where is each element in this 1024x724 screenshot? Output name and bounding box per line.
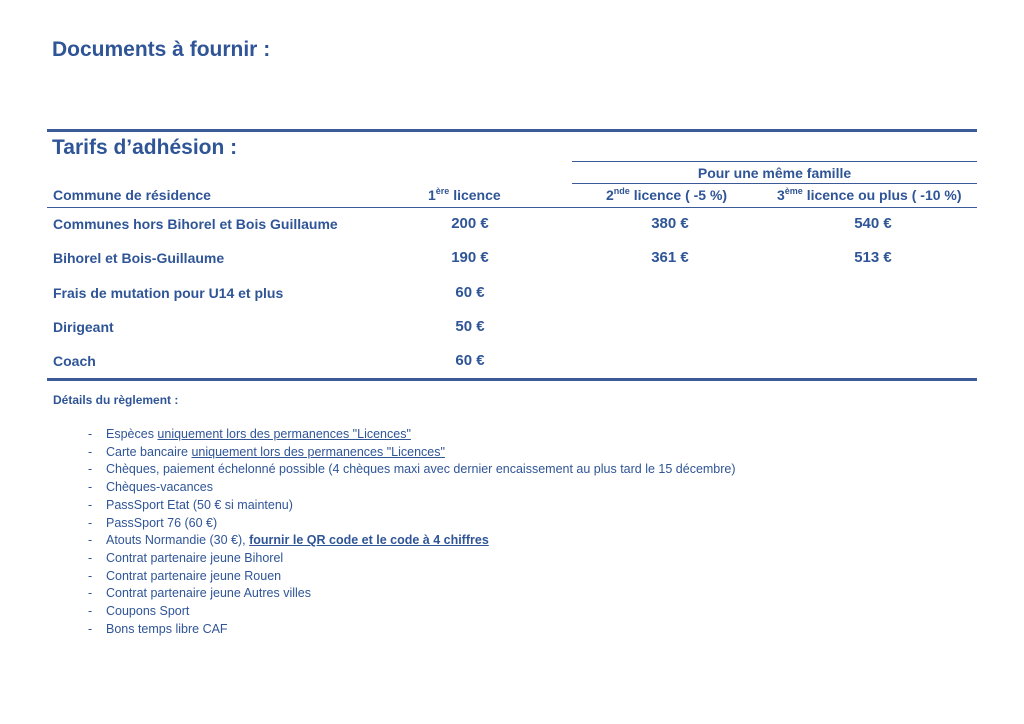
list-dash: - (88, 550, 93, 565)
row-label: Frais de mutation pour U14 et plus (53, 285, 284, 301)
header-third-licence (777, 187, 962, 203)
table-row (0, 285, 1024, 309)
family-group-bottom-rule (572, 183, 977, 184)
row-label: Bihorel et Bois-Guillaume (53, 250, 225, 266)
list-item (88, 603, 736, 621)
reglement-title: Détails du règlement : (53, 393, 179, 407)
payment-text: Contrat partenaire jeune Autres villes (106, 586, 311, 601)
table-row (0, 216, 1024, 240)
payment-text: PassSport Etat (50 € si maintenu) (106, 497, 293, 512)
list-item (88, 426, 736, 444)
section-bottom-rule (47, 378, 977, 381)
list-item (88, 479, 736, 497)
list-item (88, 444, 736, 462)
header-second-sup: nde (613, 186, 630, 196)
payment-text: Coupons Sport (106, 604, 190, 619)
payment-text: Carte bancaire (106, 444, 192, 459)
price-first: 200 € (451, 215, 489, 232)
price-first: 190 € (451, 249, 489, 266)
header-second-licence (606, 187, 727, 203)
payment-text: Bons temps libre CAF (106, 621, 228, 636)
header-third-sup: ème (784, 186, 803, 196)
list-item (88, 497, 736, 515)
list-dash: - (88, 515, 93, 530)
table-row (0, 353, 1024, 377)
list-dash: - (88, 604, 93, 619)
payment-text: Contrat partenaire jeune Rouen (106, 568, 282, 583)
list-dash: - (88, 586, 93, 601)
tarifs-title: Tarifs d’adhésion : (52, 136, 238, 159)
list-dash: - (88, 533, 93, 548)
payment-text: Atouts Normandie (30 €), (106, 533, 250, 548)
header-first-sup: ère (435, 186, 450, 196)
header-second-num: 2 (606, 187, 614, 203)
list-dash: - (88, 497, 93, 512)
payment-text: PassSport 76 (60 €) (106, 515, 218, 530)
list-dash: - (88, 480, 93, 495)
price-second: 380 € (651, 215, 689, 232)
section-top-rule (47, 129, 977, 132)
documents-title: Documents à fournir : (52, 38, 271, 61)
payment-text: Chèques, paiement échelonné possible (4 chèques maxi avec dernier encaissement au plus tard le 15 décembre) (106, 462, 736, 477)
price-third: 513 € (854, 249, 892, 266)
list-dash: - (88, 427, 93, 441)
list-item (88, 550, 736, 568)
payment-note-underlined: uniquement lors des permanences "Licences" (191, 444, 445, 459)
header-third-text: licence ou plus ( -10 %) (802, 187, 962, 203)
header-second-text: licence ( -5 %) (629, 187, 728, 203)
list-item (88, 568, 736, 586)
price-first: 50 € (455, 318, 485, 335)
header-third-num: 3 (777, 187, 785, 203)
header-first-text: licence (449, 187, 501, 203)
payment-text: Contrat partenaire jeune Bihorel (106, 550, 284, 565)
price-third: 540 € (854, 215, 892, 232)
table-row (0, 319, 1024, 343)
list-item (88, 515, 736, 533)
row-label: Dirigeant (53, 319, 114, 335)
header-rule (47, 207, 977, 208)
list-item (88, 585, 736, 603)
payment-note-underlined: uniquement lors des permanences "Licences" (157, 427, 411, 441)
price-first: 60 € (455, 284, 485, 301)
list-item (88, 532, 736, 550)
row-label: Communes hors Bihorel et Bois Guillaume (53, 216, 338, 232)
header-commune: Commune de résidence (53, 187, 211, 203)
price-first: 60 € (455, 352, 485, 369)
table-row (0, 250, 1024, 274)
payment-text: Espèces (106, 427, 158, 441)
price-second: 361 € (651, 249, 689, 266)
family-group-header: Pour une même famille (697, 165, 852, 181)
list-dash: - (88, 462, 93, 477)
payment-text: Chèques-vacances (106, 480, 214, 495)
header-first-licence (428, 187, 501, 203)
list-dash: - (88, 621, 93, 636)
row-label: Coach (53, 353, 96, 369)
list-item (88, 461, 736, 479)
list-item (88, 621, 736, 639)
header-first-num: 1 (428, 187, 436, 203)
payment-note-bold-underlined: fournir le QR code et le code à 4 chiffres (249, 533, 489, 548)
list-dash: - (88, 568, 93, 583)
family-group-top-rule (572, 161, 977, 162)
list-dash: - (88, 444, 93, 459)
payment-methods-list (88, 426, 736, 638)
